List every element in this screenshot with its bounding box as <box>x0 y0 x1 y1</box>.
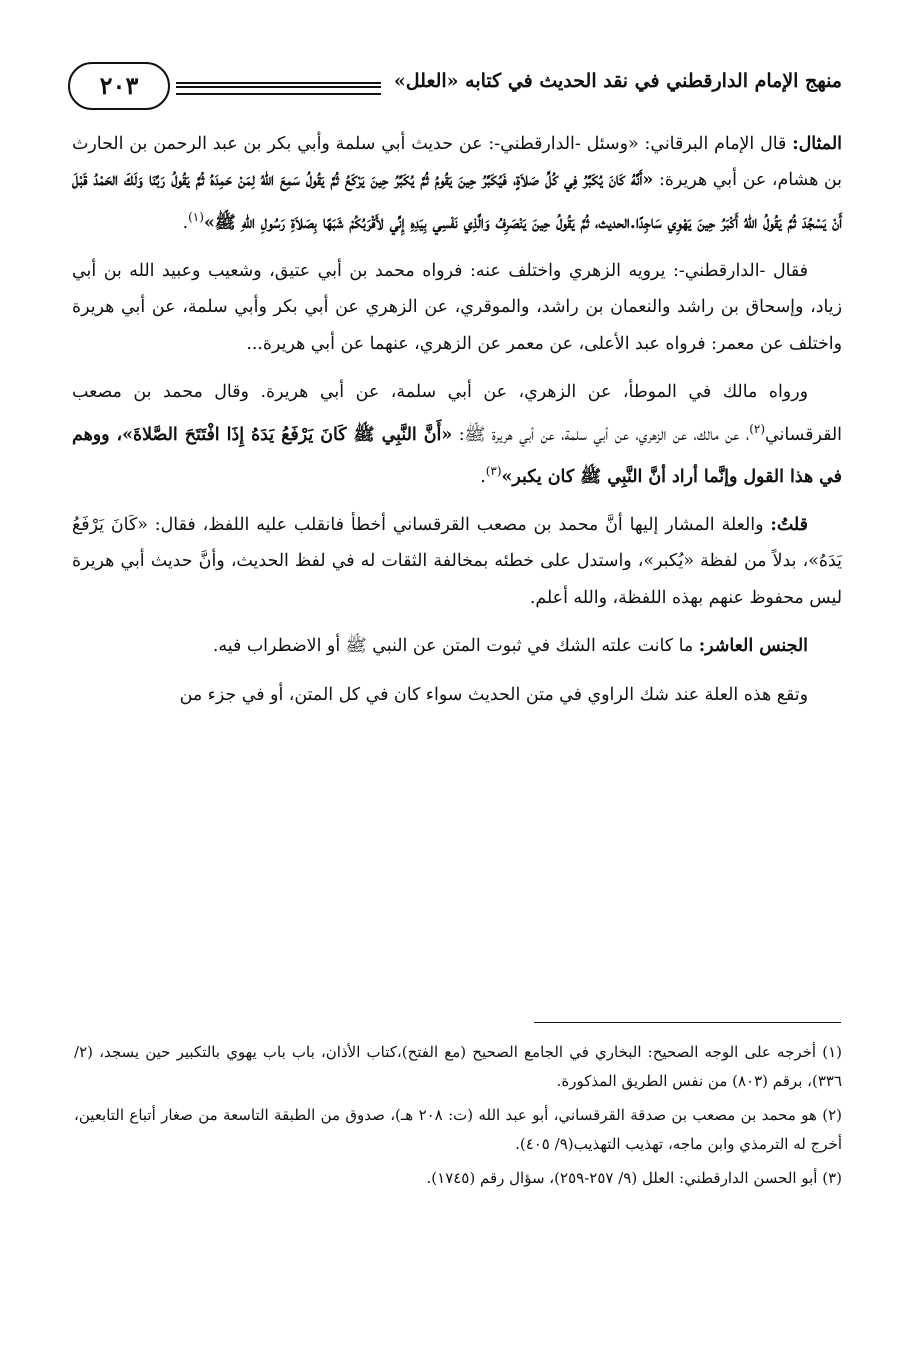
page-number: ٢٠٣ <box>68 62 170 110</box>
main-text <box>72 126 842 725</box>
tenth-type-text: ما كانت علته الشك في ثبوت المتن عن النبي ﷺ أو الاضطراب فيه. <box>212 636 699 657</box>
footnote-3: (٣) أبو الحسن الدارقطني: العلل (٩/ ٢٥٧-٢٥٩)، سؤال رقم (١٧٤٥). <box>426 1169 842 1187</box>
narration-end: . <box>480 466 486 487</box>
hadith-quote: «أَنَّهُ كَانَ يُكَبِّرُ فِي كُلِّ صَلاَةٍ، فَيُكَبِّرُ حِينَ يَقُومُ ثُمَّ يُكَبِّرُ حِينَ يَرْكَعُ ثُمَّ يَقُولُ سَمِعَ اللهُ لِمَنْ حَمِدَهُ ثُمَّ يَقُولُ رَبَّنَا وَلَكَ الحَمْدُ قَبْلَ أَنْ يَسْجُدَ ثُمَّ يَقُولُ اللهُ أَكْبَرُ حِينَ يَهْوِي سَاجِدًا.الحديث، ثُمَّ يَقُولُ حِينَ يَنْصَرِفُ وَالَّذِي نَفْسِي بِيَدِهِ إِنِّي لأَقْرَبُكُمْ شَبَهًا بِصَلاَةِ رَسُولِ اللهِ ﷺ» <box>72 170 842 233</box>
footnote-2: (٢) هو محمد بن مصعب بن صدقة القرقساني، أبو عبد الله (ت: ٢٠٨ هـ)، صدوق من الطبقة التاسعة من صغار أتباع التابعين، أخرج له الترمذي وابن ماجه، تهذيب التهذيب(٩/ ٤٠٥). <box>74 1106 842 1153</box>
narration-text-a: ورواه مالك في الموطأ، عن الزهري، عن أبي سلمة، عن أبي هريرة. وقال محمد بن مصعب القرقساني <box>72 382 842 445</box>
paragraph-example <box>72 126 842 241</box>
narration-text-b: ، عن مالك، عن الزهري، عن أبي سلمة، عن أبي هريرة ﷺ: <box>452 424 750 445</box>
comment-lead: قلتُ: <box>770 515 808 536</box>
paragraph-tenth-type <box>72 628 842 664</box>
paragraph-daraqutni-answer: فقال -الدارقطني-: يرويه الزهري واختلف عنه: فرواه محمد بن أبي عتيق، وشعيب وعبيد الله بن أبي زياد، وإسحاق بن راشد والنعمان بن راشد، والموقري، عن الزهري عن أبي بكر وأبي سلمة، عن أبي هريرة واختلف عن معمر: فرواه عبد الأعلى، عن معمر عن الزهري، عنهما عن أبي هريرة... <box>72 261 842 354</box>
footnote-1: (١) أخرجه على الوجه الصحيح: البخاري في الجامع الصحيح (مع الفتح)،كتاب الأذان، باب باب يهوي بالتكبير حين يسجد، (٢/ ٣٣٦)، برقم (٨٠٣) من نفس الطريق المذكورة. <box>74 1043 842 1090</box>
footnote-ref-2: (٢) <box>749 421 766 436</box>
page-header <box>68 62 842 112</box>
running-title: منهج الإمام الدارقطني في نقد الحديث في كتابه «العلل» <box>393 70 842 92</box>
footnote-separator <box>534 1022 841 1023</box>
example-text: قال الإمام البرقاني: «وسئل -الدارقطني-: عن حديث أبي سلمة وأبي بكر بن عبد الرحمن بن الحارث بن هشام، عن أبي هريرة: <box>72 134 842 191</box>
hadith-quote-2: «أَنَّ النَّبِي ﷺ كَانَ يَرْفَعُ يَدَهُ إِذَا افْتَتَحَ الصَّلاةَ»، ووهم في هذا القول وإنَّما أراد أنَّ النَّبِي ﷺ كان يكبر» <box>72 424 842 487</box>
paragraph-malik-narration <box>72 374 842 495</box>
paragraph-comment <box>72 507 842 616</box>
example-lead: المثال: <box>792 134 842 154</box>
footnotes <box>74 1038 842 1198</box>
comment-text: والعلة المشار إليها أنَّ محمد بن مصعب القرقساني أخطأ فانقلب عليه اللفظ، فقال: «كَانَ يَرْفَعُ يَدَهُ»، بدلاً من لفظة «يُكبر»، واستدل على خطئه بمخالفة الثقات له في لفظ الحديث، وأنَّ حديث أبي هريرة ليس محفوظ عنهم بهذه اللفظة، والله أعلم. <box>72 515 842 608</box>
header-rule <box>176 82 381 95</box>
tenth-type-lead: الجنس العاشر: <box>698 636 808 657</box>
example-end: . <box>182 212 189 233</box>
footnote-ref-1: (١) <box>188 209 204 224</box>
paragraph-continuation: وتقع هذه العلة عند شك الراوي في متن الحديث سواء كان في كل المتن، أو في جزء من <box>179 684 808 705</box>
footnote-ref-3: (٣) <box>485 463 502 478</box>
